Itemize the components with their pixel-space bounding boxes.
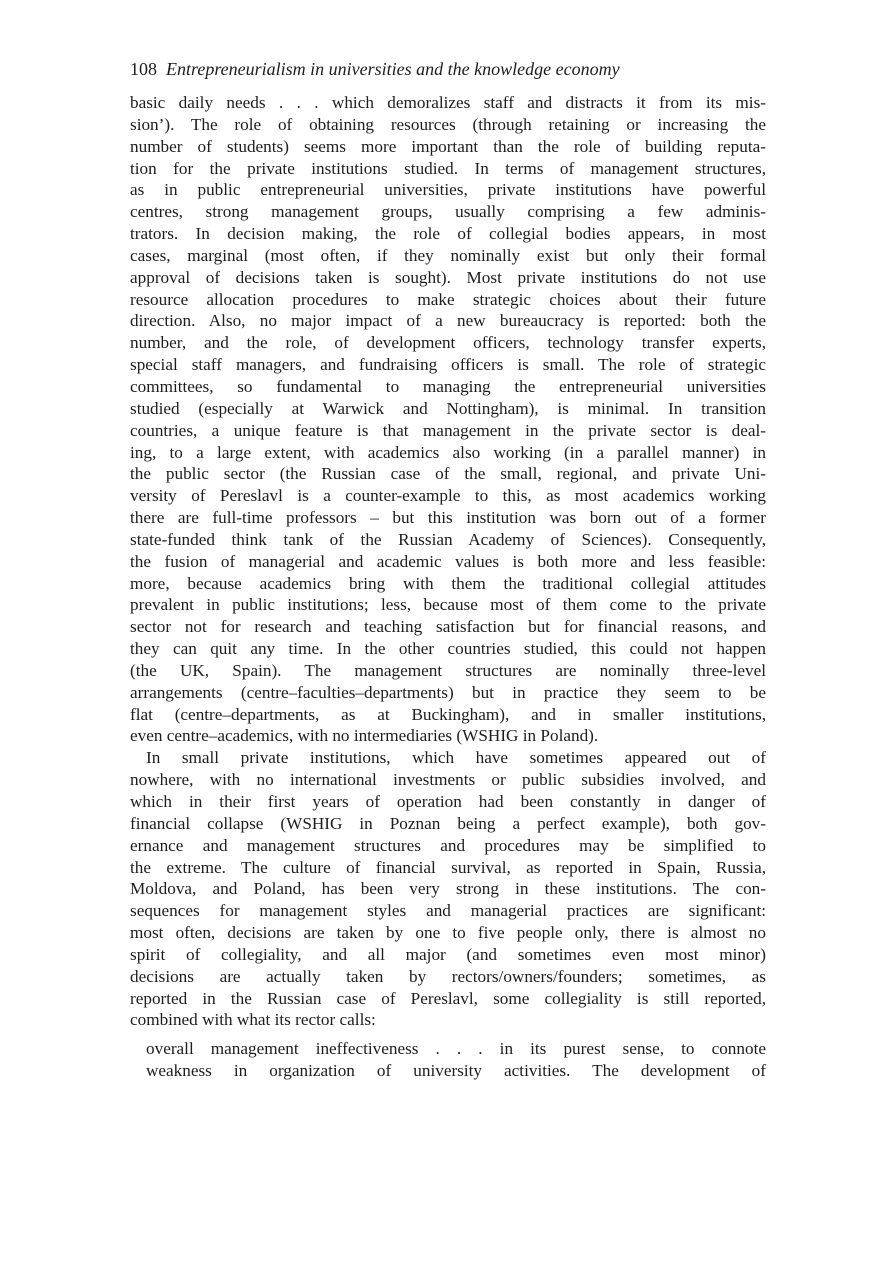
text-line: ing, to a large extent, with academics also working (in a parallel manner) in bbox=[130, 442, 766, 462]
text-line: they can quit any time. In the other countries studied, this could not happen bbox=[130, 639, 766, 659]
text-line: reported in the Russian case of Pereslavl, some collegiality is still reported, bbox=[130, 988, 766, 1008]
text-line: studied (especially at Warwick and Nottingham), is minimal. In transition bbox=[130, 398, 766, 418]
text-line: cases, marginal (most often, if they nominally exist but only their formal bbox=[130, 245, 766, 265]
text-line: nowhere, with no international investments or public subsidies involved, and bbox=[130, 770, 766, 790]
text-line: prevalent in public institutions; less, because most of them come to the private bbox=[130, 595, 766, 615]
text-line: sion’). The role of obtaining resources (through retaining or increasing the bbox=[130, 114, 766, 134]
text-line: overall management ineffectiveness . . . in its purest sense, to connote bbox=[146, 1039, 766, 1059]
body-paragraph-2 bbox=[130, 747, 766, 1031]
text-line: tion for the private institutions studied. In terms of management structures, bbox=[130, 158, 766, 178]
text-line: sequences for management styles and managerial practices are significant: bbox=[130, 901, 766, 921]
text-line: combined with what its rector calls: bbox=[130, 1010, 376, 1030]
text-line: arrangements (centre–faculties–departments) but in practice they seem to be bbox=[130, 682, 766, 702]
text-line: (the UK, Spain). The management structures are nominally three-level bbox=[130, 660, 766, 680]
text-line: ernance and management structures and procedures may be simplified to bbox=[130, 835, 766, 855]
page-number: 108 bbox=[130, 59, 157, 79]
text-line: most often, decisions are taken by one to five people only, there is almost no bbox=[130, 923, 766, 943]
text-line: committees, so fundamental to managing the entrepreneurial universities bbox=[130, 376, 766, 396]
text-line: approval of decisions taken is sought). Most private institutions do not use bbox=[130, 267, 766, 287]
text-line: which in their first years of operation had been constantly in danger of bbox=[130, 792, 766, 811]
text-line: basic daily needs . . . which demoralizes staff and distracts it from its mis- bbox=[130, 93, 766, 112]
text-line: decisions are actually taken by rectors/owners/founders; sometimes, as bbox=[130, 966, 766, 986]
text-line: centres, strong management groups, usually comprising a few adminis- bbox=[130, 202, 766, 222]
body-paragraph-1 bbox=[130, 92, 766, 747]
book-page bbox=[130, 56, 766, 1082]
text-line: In small private institutions, which have sometimes appeared out of bbox=[146, 748, 766, 768]
text-line: direction. Also, no major impact of a new bureaucracy is reported: both the bbox=[130, 311, 766, 331]
text-line: number of students) seems more important than the role of building reputa- bbox=[130, 136, 766, 156]
text-line: the public sector (the Russian case of the small, regional, and private Uni- bbox=[130, 464, 766, 484]
text-line: countries, a unique feature is that management in the private sector is deal- bbox=[130, 420, 766, 440]
text-line: sector not for research and teaching satisfaction but for financial reasons, and bbox=[130, 617, 766, 637]
text-line: resource allocation procedures to make strategic choices about their future bbox=[130, 289, 766, 309]
text-line: the fusion of managerial and academic values is both more and less feasible: bbox=[130, 551, 766, 571]
text-line: state-funded think tank of the Russian Academy of Sciences). Consequently, bbox=[130, 529, 766, 549]
text-line: the extreme. The culture of financial survival, as reported in Spain, Russia, bbox=[130, 857, 766, 877]
text-line: number, and the role, of development officers, technology transfer experts, bbox=[130, 333, 766, 353]
text-line: Moldova, and Poland, has been very strong in these institutions. The con- bbox=[130, 879, 766, 899]
text-line: more, because academics bring with them the traditional collegial attitudes bbox=[130, 573, 766, 593]
running-head bbox=[130, 56, 766, 82]
running-title: Entrepreneurialism in universities and the knowledge economy bbox=[166, 59, 620, 79]
text-line: special staff managers, and fundraising officers is small. The role of strategic bbox=[130, 355, 766, 375]
text-line: flat (centre–departments, as at Buckingham), and in smaller institutions, bbox=[130, 704, 766, 724]
text-line: trators. In decision making, the role of collegial bodies appears, in most bbox=[130, 224, 766, 244]
text-line: weakness in organization of university activities. The development of bbox=[146, 1061, 766, 1081]
text-line: financial collapse (WSHIG in Poznan being a perfect example), both gov- bbox=[130, 813, 766, 833]
text-line: as in public entrepreneurial universities, private institutions have powerful bbox=[130, 180, 766, 200]
text-line: versity of Pereslavl is a counter-example to this, as most academics working bbox=[130, 486, 766, 506]
text-line: even centre–academics, with no intermediaries (WSHIG in Poland). bbox=[130, 726, 599, 746]
block-quote bbox=[146, 1038, 766, 1082]
text-line: there are full-time professors – but this institution was born out of a former bbox=[130, 508, 766, 528]
text-line: spirit of collegiality, and all major (and sometimes even most minor) bbox=[130, 944, 766, 964]
